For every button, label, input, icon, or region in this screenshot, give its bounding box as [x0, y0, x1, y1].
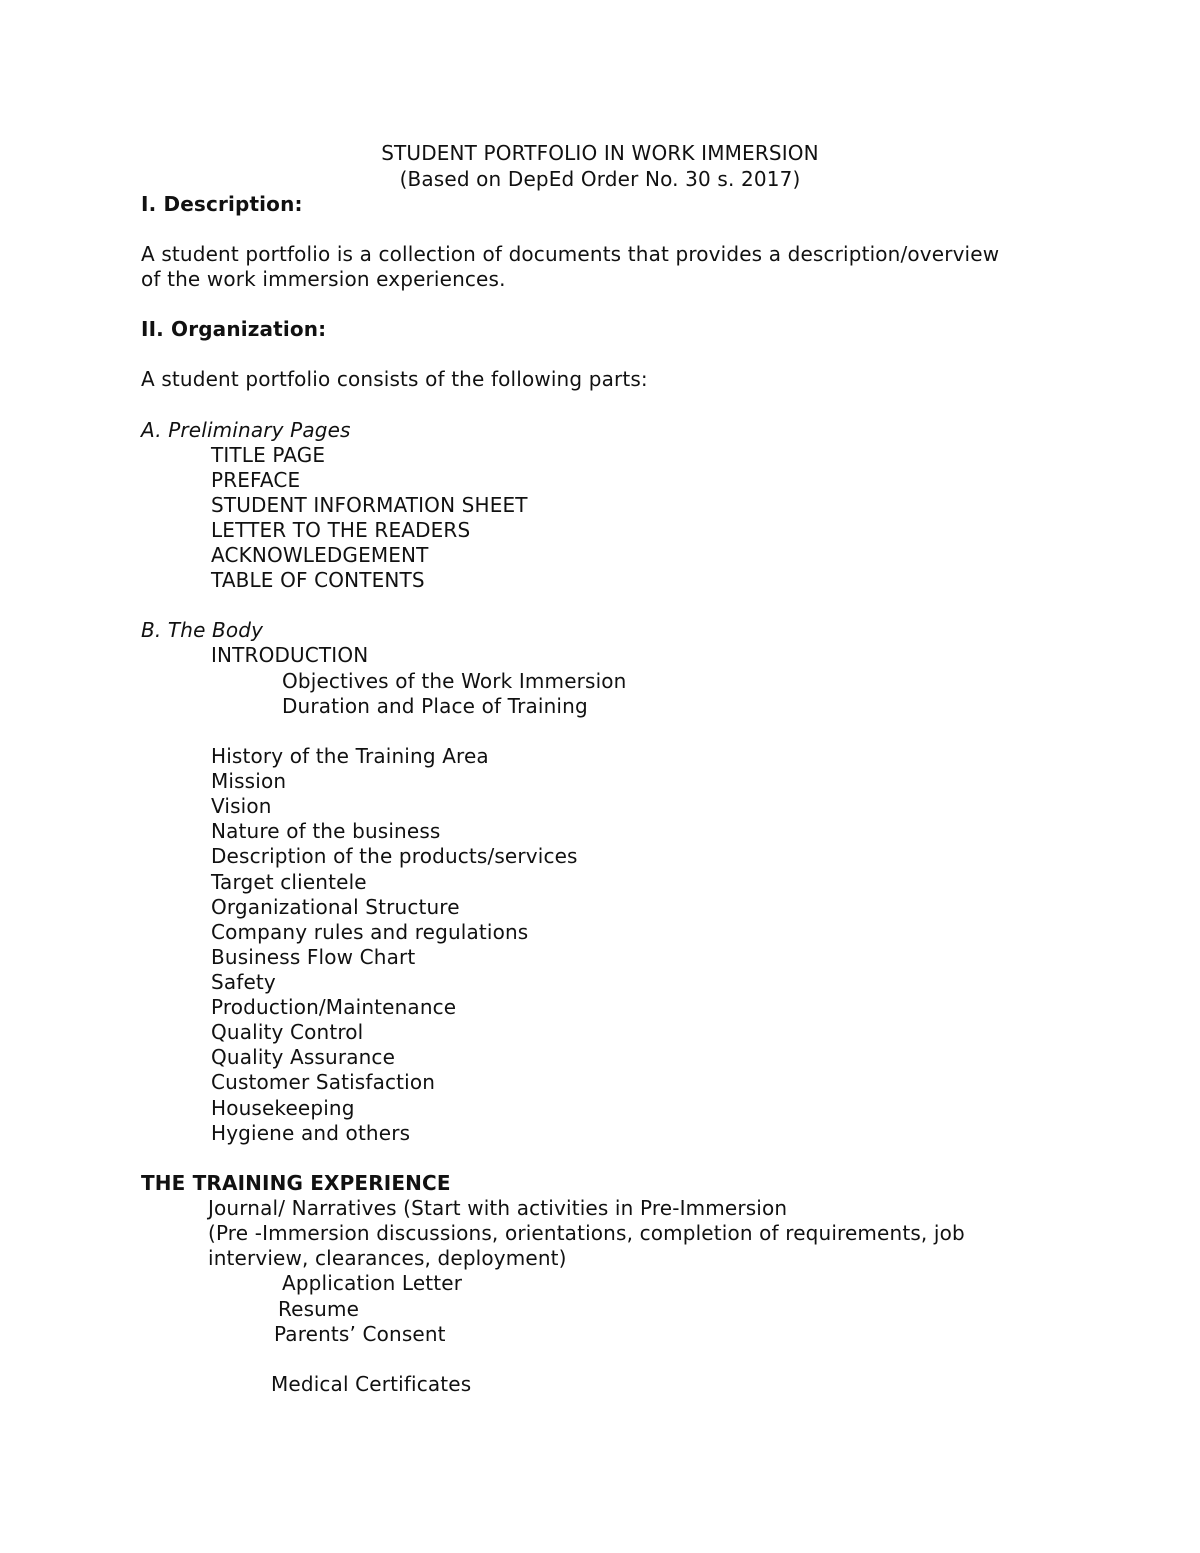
body-item: Organizational Structure [211, 895, 460, 919]
body-item: Business Flow Chart [211, 945, 416, 969]
body-item: Customer Satisfaction [211, 1070, 436, 1094]
training-document: Medical Certificates [271, 1372, 472, 1396]
body-item: History of the Training Area [211, 744, 489, 768]
preliminary-item: STUDENT INFORMATION SHEET [211, 493, 528, 517]
body-item: Nature of the business [211, 819, 441, 843]
training-heading: THE TRAINING EXPERIENCE [141, 1171, 451, 1195]
preliminary-item: TABLE OF CONTENTS [211, 568, 425, 592]
preliminary-item: TITLE PAGE [211, 443, 326, 467]
body-sub-item: Objectives of the Work Immersion [282, 669, 627, 693]
training-journal: Journal/ Narratives (Start with activities in Pre-Immersion [208, 1196, 788, 1220]
document-title: STUDENT PORTFOLIO IN WORK IMMERSION [381, 141, 819, 165]
body-item: Target clientele [211, 870, 367, 894]
description-paragraph-line: A student portfolio is a collection of documents that provides a description/overview [141, 242, 1000, 266]
training-document: Application Letter [282, 1271, 463, 1295]
body-item: Mission [211, 769, 287, 793]
body-item: Housekeeping [211, 1096, 355, 1120]
body-sub-item: Duration and Place of Training [282, 694, 588, 718]
body-item: Vision [211, 794, 272, 818]
organization-intro: A student portfolio consists of the following parts: [141, 367, 648, 391]
training-note-line: interview, clearances, deployment) [208, 1246, 567, 1270]
body-item: Company rules and regulations [211, 920, 529, 944]
description-heading: I. Description: [141, 192, 303, 216]
preliminary-item: PREFACE [211, 468, 301, 492]
description-paragraph-line: of the work immersion experiences. [141, 267, 506, 291]
body-introduction: INTRODUCTION [211, 643, 369, 667]
body-item: Description of the products/services [211, 844, 578, 868]
body-item: Quality Assurance [211, 1045, 396, 1069]
preliminary-heading: A. Preliminary Pages [141, 418, 351, 442]
body-item: Safety [211, 970, 276, 994]
organization-heading: II. Organization: [141, 317, 327, 341]
training-document: Resume [278, 1297, 360, 1321]
preliminary-item: LETTER TO THE READERS [211, 518, 471, 542]
preliminary-item: ACKNOWLEDGEMENT [211, 543, 429, 567]
body-heading: B. The Body [141, 618, 264, 642]
body-item: Production/Maintenance [211, 995, 457, 1019]
training-document: Parents’ Consent [274, 1322, 446, 1346]
body-item: Quality Control [211, 1020, 364, 1044]
document-subtitle: (Based on DepEd Order No. 30 s. 2017) [399, 167, 801, 191]
body-item: Hygiene and others [211, 1121, 411, 1145]
training-note-line: (Pre -Immersion discussions, orientations, completion of requirements, job [208, 1221, 965, 1245]
